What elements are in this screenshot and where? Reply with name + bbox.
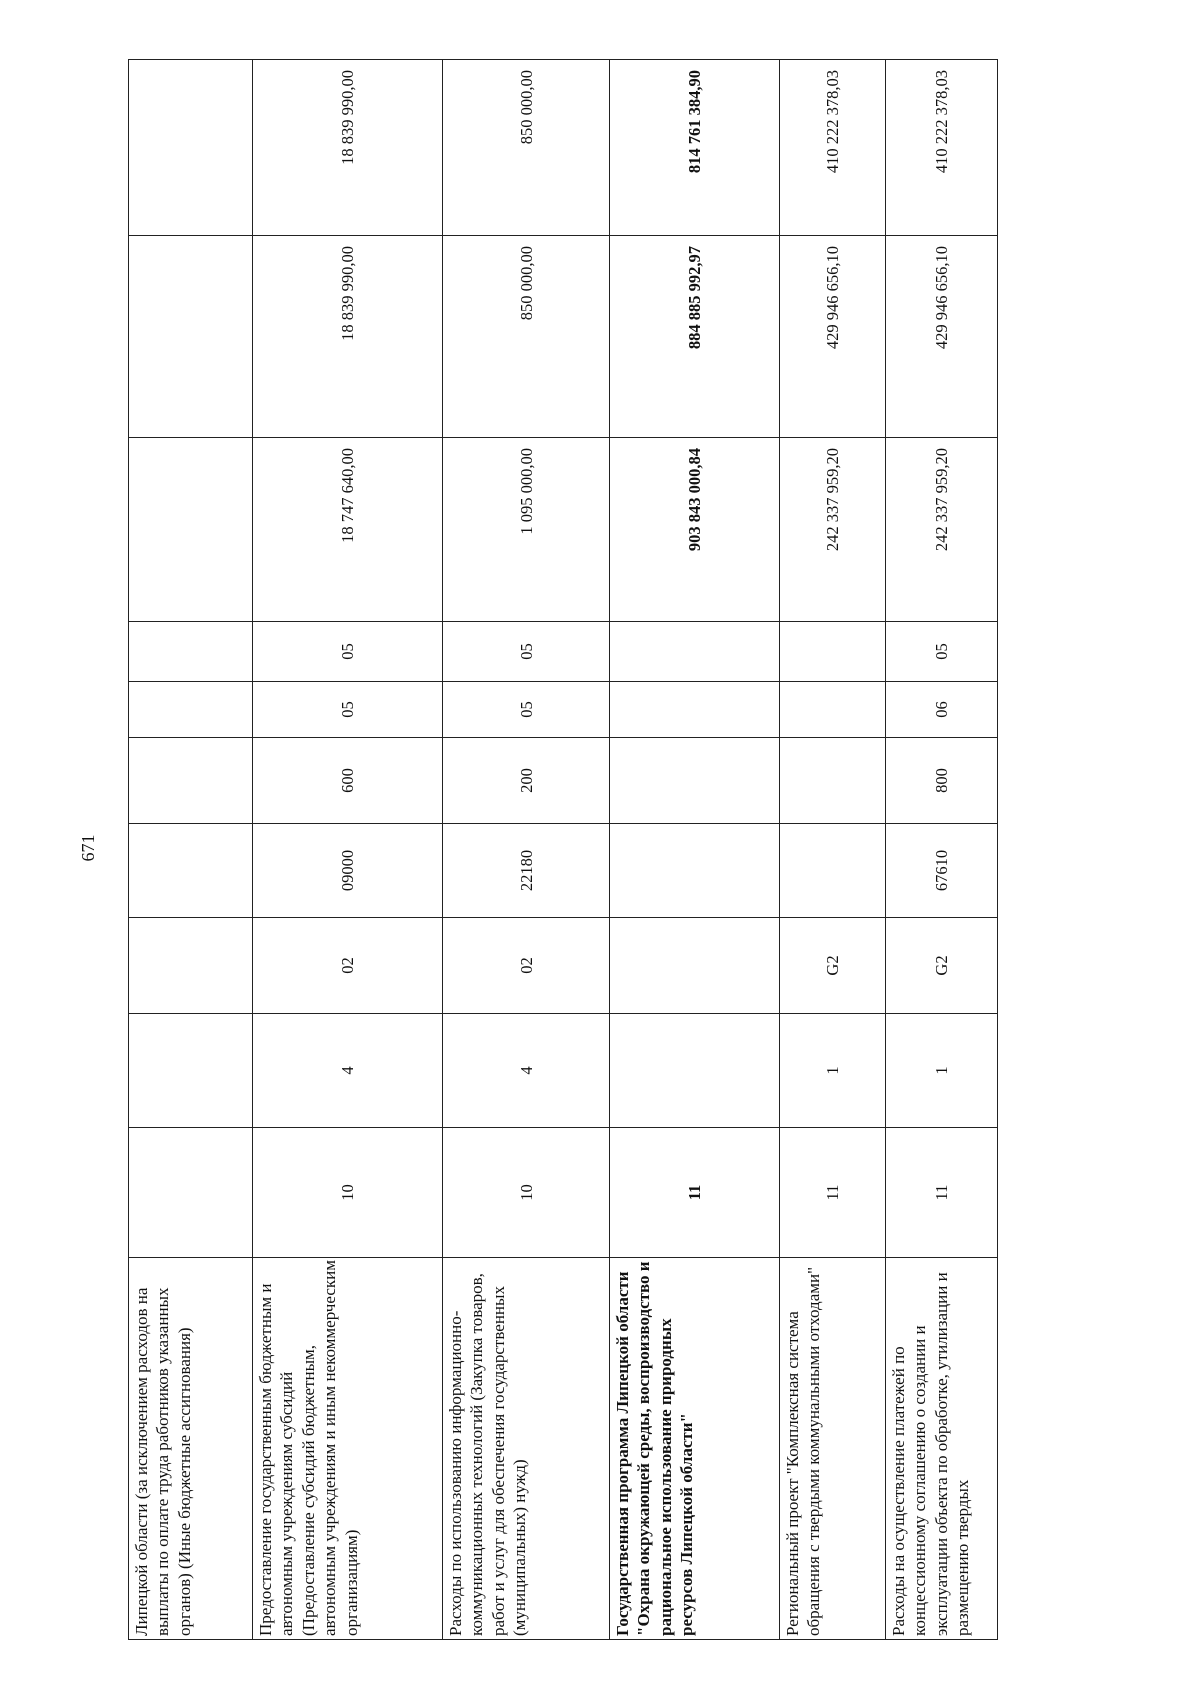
cell-amount-3: 18 839 990,00 [253,60,443,236]
page-number: 671 [78,834,98,862]
cell-section: 10 [253,1128,443,1258]
row-name: Липецкой области (за исключением расходов на выплаты по оплате труда работников указанных органов) (Иные бюджетные ассигнования) [129,1258,253,1640]
cell-amount-3: 850 000,00 [443,60,610,236]
cell-subprogram: 1 [886,1014,998,1128]
row-name: Расходы на осуществление платежей по концессионному соглашению о создании и эксплуатации объекта по обработке, утилизации и размещению твердых [886,1258,998,1640]
cell-direction: 22180 [443,824,610,918]
cell-main-event: G2 [886,918,998,1014]
cell-amount-1: 18 747 640,00 [253,438,443,622]
cell-expense-type: 200 [443,738,610,824]
cell-subprogram: 4 [253,1014,443,1128]
cell-expense-type [610,738,780,824]
cell-section: 11 [886,1128,998,1258]
table-row [253,60,443,1640]
cell-main-event: G2 [780,918,886,1014]
cell-direction: 67610 [886,824,998,918]
cell-amount-1: 242 337 959,20 [886,438,998,622]
table-row [886,60,998,1640]
cell-subchapter [610,622,780,682]
cell-section: 10 [443,1128,610,1258]
cell-amount-3: 410 222 378,03 [780,60,886,236]
cell-main-event: 02 [443,918,610,1014]
cell-subprogram: 4 [443,1014,610,1128]
cell-subchapter: 05 [253,622,443,682]
cell-main-event [610,918,780,1014]
cell-subchapter [780,622,886,682]
cell-section: 11 [610,1128,780,1258]
budget-table [128,59,998,1640]
cell-expense-type [780,738,886,824]
cell-amount-2: 429 946 656,10 [886,236,998,438]
cell-direction: 09000 [253,824,443,918]
cell-subprogram [129,1014,253,1128]
cell-amount-1: 242 337 959,20 [780,438,886,622]
cell-subchapter: 05 [886,622,998,682]
cell-expense-type: 600 [253,738,443,824]
cell-amount-2: 884 885 992,97 [610,236,780,438]
row-name: Государственная программа Липецкой области "Охрана окружающей среды, воспроизводство и рациональное использование природных ресурсов Липецкой области" [610,1258,780,1640]
cell-amount-3: 814 761 384,90 [610,60,780,236]
cell-direction [780,824,886,918]
cell-subchapter [129,622,253,682]
cell-amount-1 [129,438,253,622]
table-row [443,60,610,1640]
row-name: Региональный проект "Комплексная система обращения с твердыми коммунальными отходами" [780,1258,886,1640]
cell-subchapter: 05 [443,622,610,682]
cell-direction [610,824,780,918]
table-row [610,60,780,1640]
row-name: Предоставление государственным бюджетным и автономным учреждениям субсидий (Предоставление субсидий бюджетным, автономным учреждениям и иным некоммерческим организациям) [253,1258,443,1640]
cell-chapter: 05 [253,682,443,738]
cell-subprogram: 1 [780,1014,886,1128]
table-row [780,60,886,1640]
cell-chapter: 06 [886,682,998,738]
cell-chapter: 05 [443,682,610,738]
cell-section [129,1128,253,1258]
cell-amount-2: 18 839 990,00 [253,236,443,438]
cell-amount-2: 429 946 656,10 [780,236,886,438]
cell-amount-1: 1 095 000,00 [443,438,610,622]
cell-chapter [129,682,253,738]
cell-amount-3: 410 222 378,03 [886,60,998,236]
row-name: Расходы по использованию информационно-коммуникационных технологий (Закупка товаров, работ и услуг для обеспечения государственных (муниципальных) нужд) [443,1258,610,1640]
cell-chapter [780,682,886,738]
cell-direction [129,824,253,918]
cell-amount-2: 850 000,00 [443,236,610,438]
rotated-page-content [128,60,988,1640]
cell-amount-3 [129,60,253,236]
cell-expense-type: 800 [886,738,998,824]
cell-expense-type [129,738,253,824]
cell-main-event [129,918,253,1014]
cell-main-event: 02 [253,918,443,1014]
cell-chapter [610,682,780,738]
table-row [129,60,253,1640]
cell-amount-1: 903 843 000,84 [610,438,780,622]
cell-subprogram [610,1014,780,1128]
cell-amount-2 [129,236,253,438]
cell-section: 11 [780,1128,886,1258]
